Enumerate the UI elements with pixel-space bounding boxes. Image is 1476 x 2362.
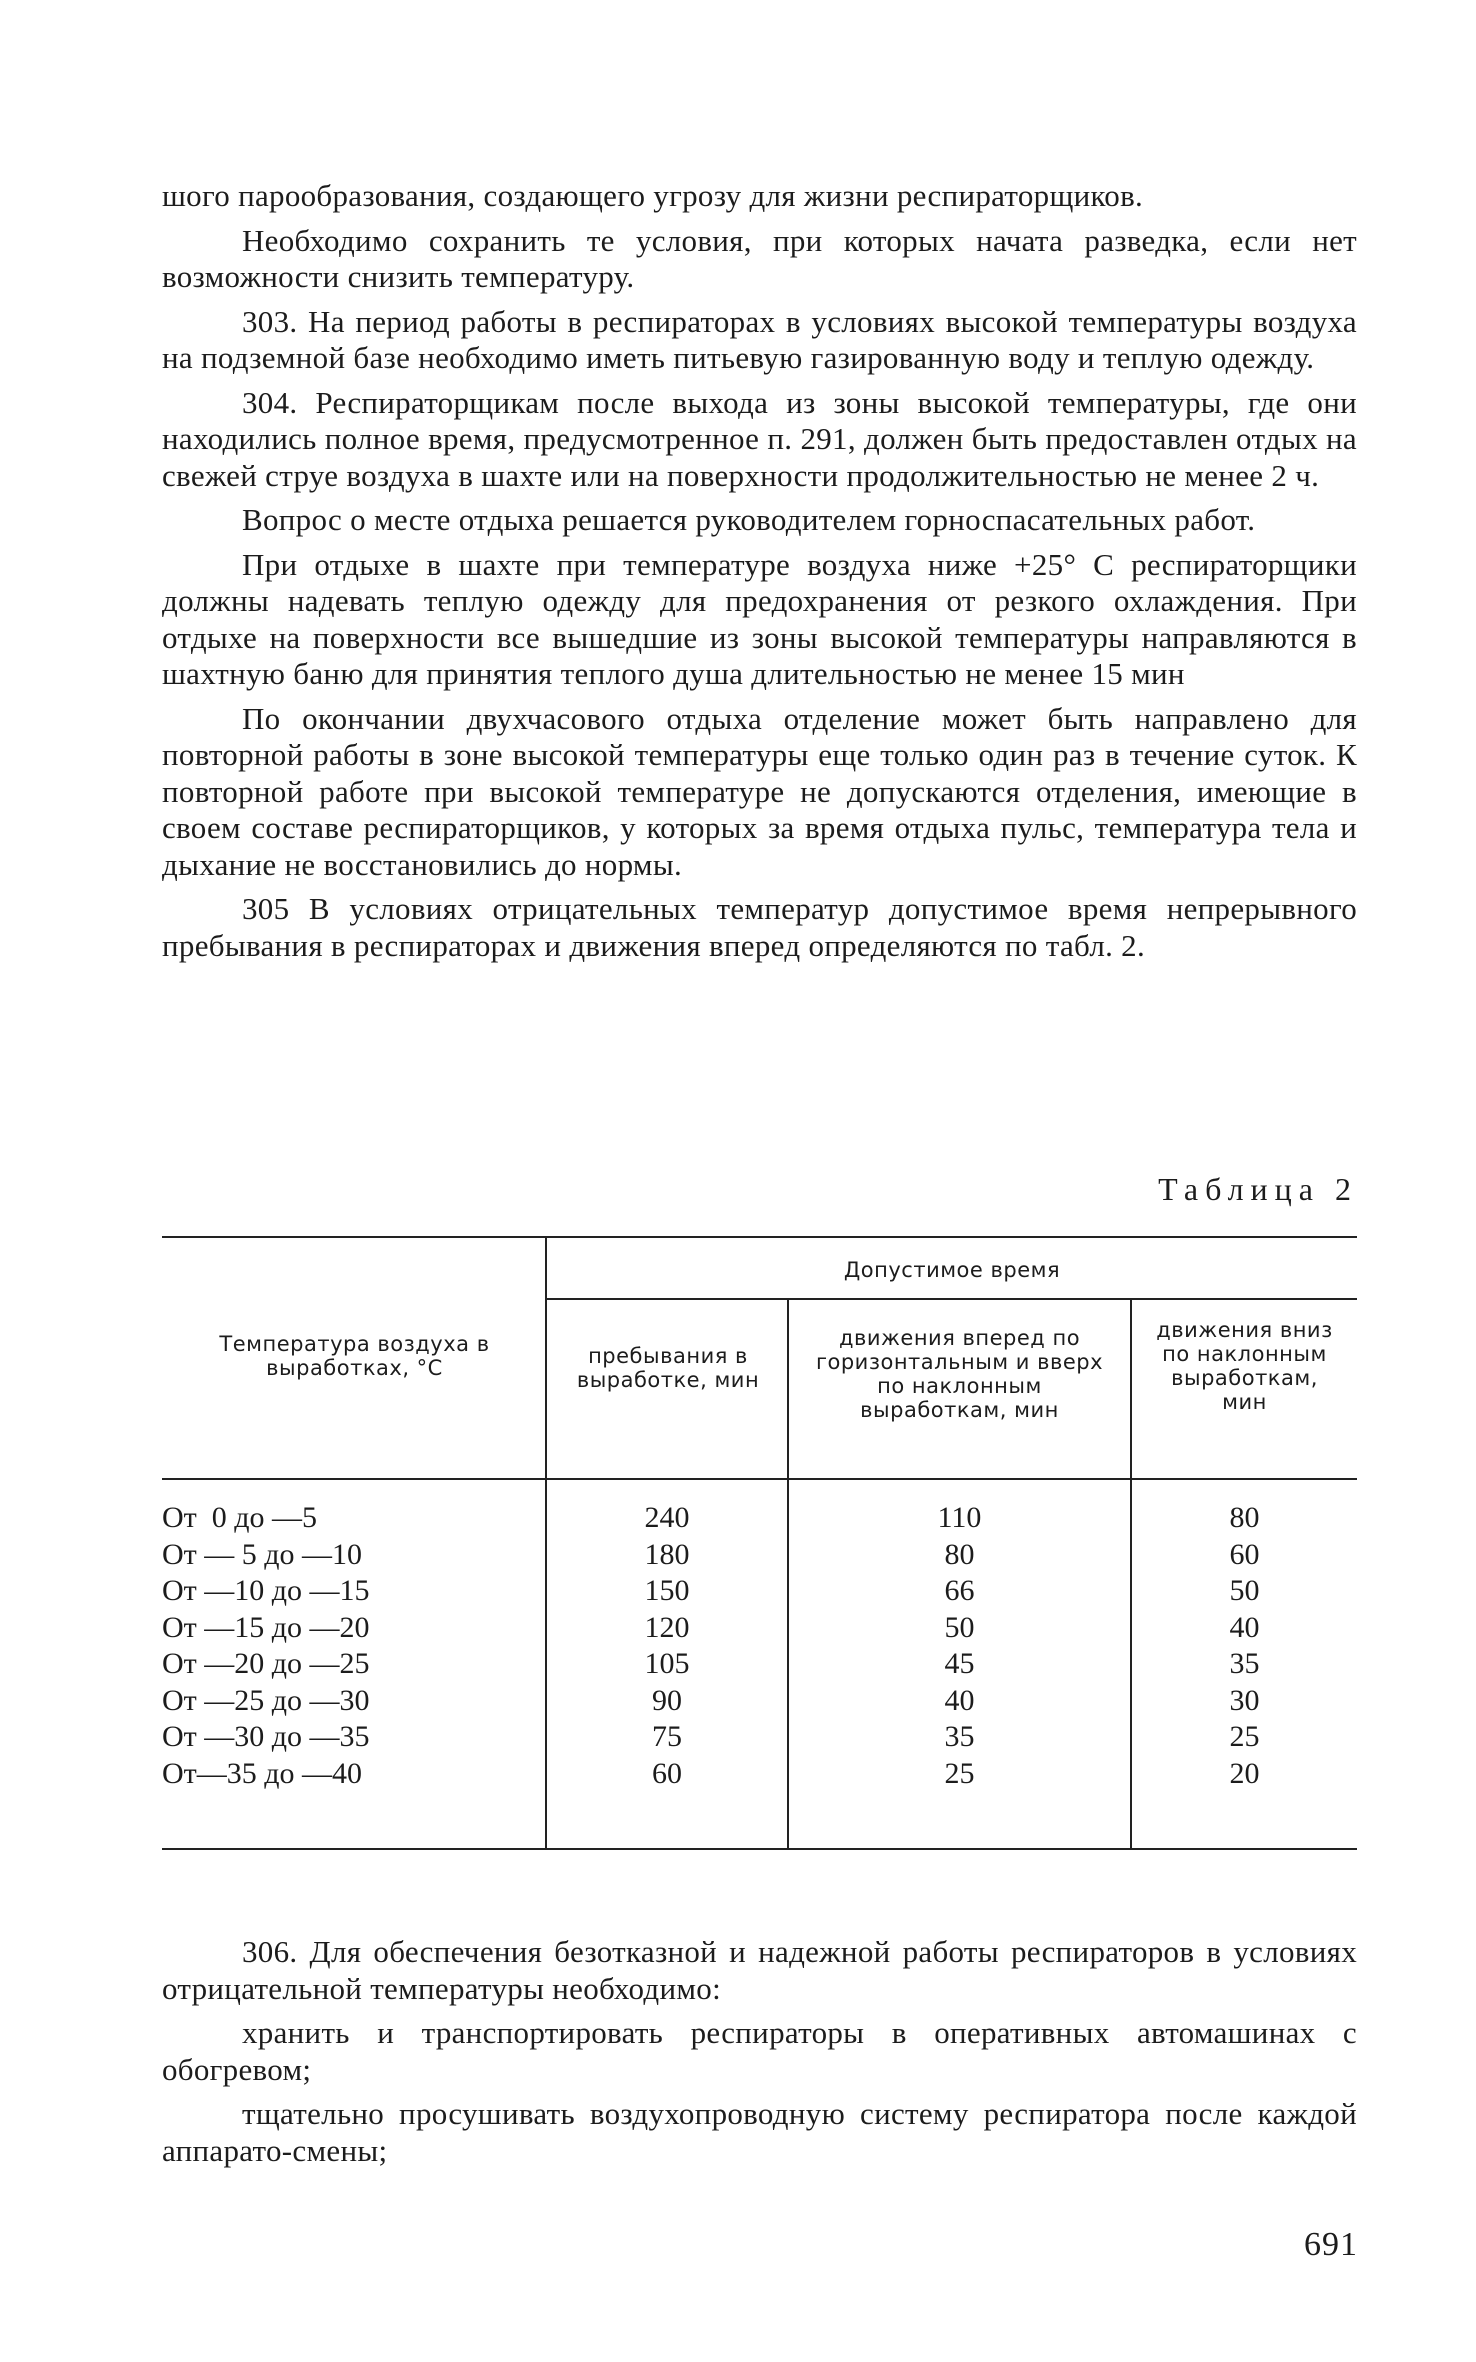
header-bottom-rule — [162, 1478, 1357, 1480]
column-down — [1132, 1500, 1357, 1792]
header-down: движения вниз по наклонным выработкам, мин — [1156, 1318, 1333, 1414]
cell-temperature: От —15 до —20 — [162, 1610, 370, 1644]
cell-stay: 120 — [644, 1610, 690, 1644]
cell-stay: 75 — [652, 1720, 682, 1753]
table-caption: Таблица 2 — [1158, 1171, 1358, 1207]
cell-down: 50 — [1229, 1574, 1260, 1607]
cell-down: 80 — [1229, 1501, 1260, 1534]
cell-forward: 80 — [944, 1537, 975, 1571]
top-paragraph: При отдыхе в шахте при температуре воздуха ниже +25° С респираторщики должны надевать теплую одежду для предохранения от резкого охлаждения. При отдыхе на поверхности все вышедшие из зоны высокой температуры направляются в шахтную баню для принятия теплого душа длительностью не менее 15 мин — [162, 546, 1357, 691]
group-header-rule — [547, 1298, 1357, 1300]
cell-forward: 40 — [944, 1683, 975, 1717]
body-text-bottom — [162, 1934, 1357, 2177]
top-paragraph: шого парообразования, создающего угрозу для жизни респираторщиков. — [162, 178, 1144, 213]
top-paragraph: Необходимо сохранить те условия, при которых начата разведка, если нет возможности снизить температуру. — [162, 222, 1357, 294]
table-bottom-rule — [162, 1848, 1357, 1850]
cell-forward: 35 — [944, 1720, 975, 1753]
bottom-paragraph: хранить и транспортировать респираторы в оперативных автомашинах с обогревом; — [162, 2015, 1357, 2087]
data-table — [162, 1236, 1357, 1851]
bottom-paragraph: 306. Для обеспечения безотказной и надежной работы респираторов в условиях отрицательной температуры необходимо: — [162, 1934, 1357, 2006]
cell-temperature: От —25 до —30 — [162, 1683, 370, 1717]
cell-forward: 25 — [944, 1756, 975, 1790]
cell-temperature: От — 5 до —10 — [162, 1537, 363, 1571]
cell-stay: 105 — [644, 1647, 690, 1680]
cell-down: 25 — [1229, 1720, 1260, 1753]
column-forward — [789, 1500, 1130, 1792]
top-paragraph: 303. На период работы в респираторах в условиях высокой температуры воздуха на подземной базе необходимо иметь питьевую газированную воду и теплую одежду. — [162, 303, 1357, 375]
body-text-top — [162, 178, 1357, 972]
cell-stay: 240 — [644, 1501, 690, 1534]
header-allowed-time: Допустимое время — [843, 1258, 1061, 1282]
header-forward: движения вперед по горизонтальным и вверх по наклонным выработкам, мин — [815, 1326, 1104, 1422]
cell-forward: 66 — [944, 1574, 975, 1607]
column-stay — [547, 1500, 787, 1792]
header-stay: пребывания в выработке, мин — [576, 1344, 760, 1392]
cell-temperature: От 0 до —5 — [162, 1501, 318, 1534]
top-paragraph: Вопрос о месте отдыха решается руководителем горноспасательных работ. — [242, 502, 1256, 537]
cell-down: 60 — [1229, 1537, 1260, 1571]
page-number: 691 — [1304, 2226, 1358, 2263]
table-top-rule — [162, 1236, 1357, 1238]
cell-temperature: От —20 до —25 — [162, 1647, 370, 1680]
cell-forward: 50 — [944, 1610, 975, 1644]
cell-stay: 180 — [644, 1537, 690, 1571]
cell-down: 40 — [1229, 1610, 1260, 1644]
cell-temperature: От —30 до —35 — [162, 1720, 370, 1753]
top-paragraph: 305 В условиях отрицательных температур допустимое время непрерывного пребывания в респираторах и движения вперед определяются по табл. 2. — [162, 891, 1357, 963]
top-paragraph: 304. Респираторщикам после выхода из зоны высокой температуры, где они находились полное время, предусмотренное п. 291, должен быть предоставлен отдых на свежей струе воздуха в шахте или на поверхности продолжительностью не менее 2 ч. — [162, 384, 1357, 493]
cell-down: 30 — [1229, 1683, 1260, 1717]
cell-down: 20 — [1229, 1756, 1260, 1790]
column-temperature — [162, 1500, 542, 1792]
cell-temperature: От —10 до —15 — [162, 1574, 370, 1607]
bottom-paragraph: тщательно просушивать воздухопроводную систему респиратора после каждой аппарато-смены; — [162, 2096, 1357, 2168]
top-paragraph: По окончании двухчасового отдыха отделение может быть направлено для повторной работы в зоне высокой температуры еще только один раз в течение суток. К повторной работе при высокой температуре не допускаются отделения, имеющие в своем составе респираторщиков, у которых за время отдыха пульс, температура тела и дыхание не восстановились до нормы. — [162, 700, 1357, 882]
cell-forward: 110 — [937, 1501, 982, 1534]
cell-temperature: От—35 до —40 — [162, 1756, 363, 1790]
cell-down: 35 — [1229, 1647, 1260, 1680]
cell-forward: 45 — [944, 1647, 975, 1680]
cell-stay: 150 — [644, 1574, 690, 1607]
cell-stay: 90 — [652, 1683, 682, 1717]
header-temperature: Температура воздуха в выработках, °С — [219, 1332, 490, 1380]
cell-stay: 60 — [652, 1756, 682, 1790]
